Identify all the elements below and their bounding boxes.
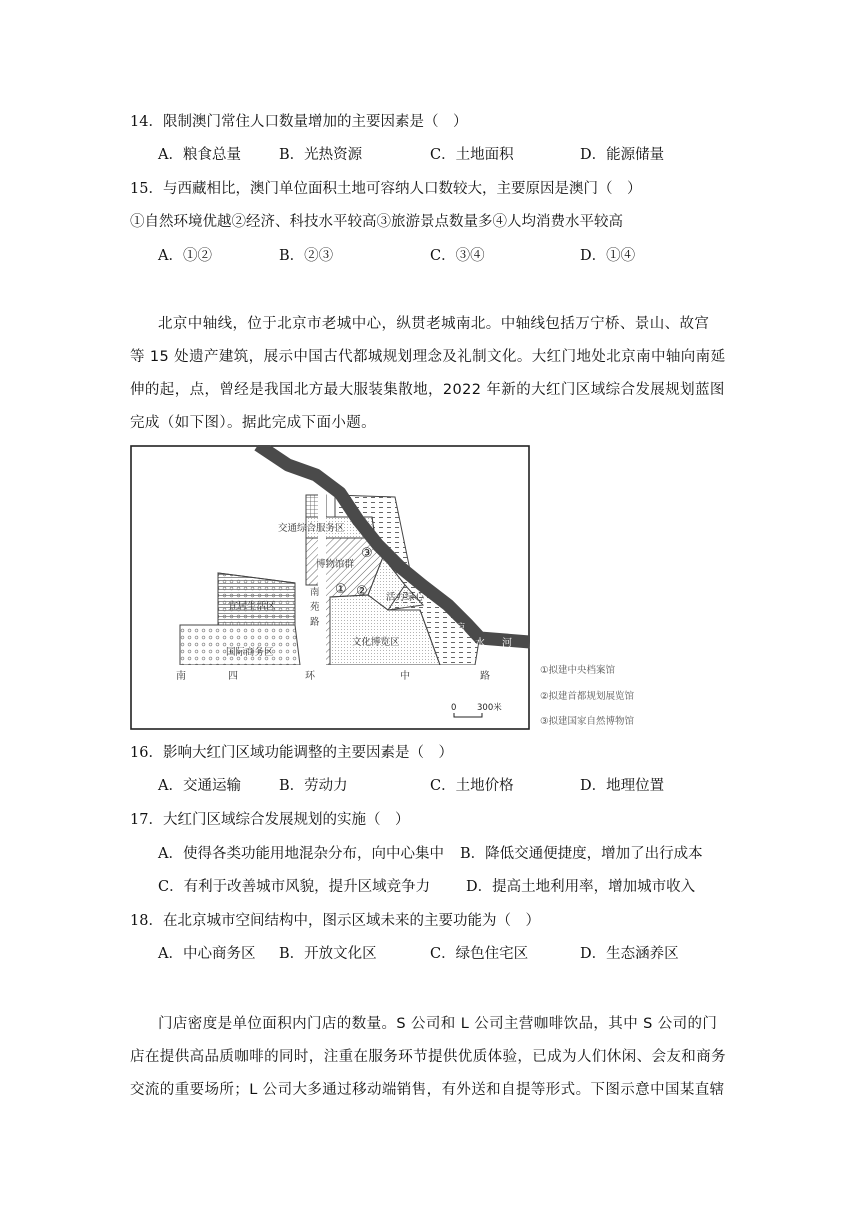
q17-option-a[interactable]: A．使得各类功能用地混杂分布，向中心集中 bbox=[158, 846, 444, 862]
scale-distance-label: 300米 bbox=[477, 703, 502, 713]
question-15-items: ①自然环境优越②经济、科技水平较高③旅游景点数量多④人均消费水平较高 bbox=[130, 214, 623, 230]
road-label-yuan: 苑 bbox=[310, 602, 320, 613]
culture-zone-label: 文化博览区 bbox=[352, 637, 400, 648]
question-16-stem: 16．影响大红门区域功能调整的主要因素是（ ） bbox=[130, 745, 453, 761]
q16-option-d[interactable]: D．地理位置 bbox=[580, 778, 665, 794]
question-17-stem: 17．大红门区域综合发展规划的实施（ ） bbox=[130, 812, 410, 828]
q16-option-c[interactable]: C．土地价格 bbox=[430, 778, 514, 794]
river-label-liang: 凉 bbox=[455, 623, 465, 634]
legend-item-3: ③拟建国家自然博物馆 bbox=[540, 716, 635, 727]
ring-label-si: 四 bbox=[228, 671, 238, 682]
legend-item-1: ①拟建中央档案馆 bbox=[540, 665, 616, 676]
ring-label-zhong: 中 bbox=[400, 671, 410, 682]
road-label-nan: 南 bbox=[310, 587, 320, 598]
q15-option-a[interactable]: A．①② bbox=[158, 248, 212, 264]
q17-option-d[interactable]: D．提高土地利用率，增加城市收入 bbox=[466, 879, 696, 895]
q15-option-b[interactable]: B．②③ bbox=[279, 248, 334, 264]
question-14-stem: 14．限制澳门常住人口数量增加的主要因素是（ ） bbox=[130, 114, 468, 130]
q18-option-c[interactable]: C．绿色住宅区 bbox=[430, 946, 529, 962]
passage2-line-3: 交流的重要场所；L 公司大多通过移动端销售，有外送和自提等形式。下图示意中国某直辖 bbox=[130, 1082, 725, 1098]
traffic-hub-label: 交通综合服务区 bbox=[278, 523, 345, 534]
q18-option-a[interactable]: A．中心商务区 bbox=[158, 946, 256, 962]
q16-option-b[interactable]: B．劳动力 bbox=[279, 778, 348, 794]
dahongmen-planning-map bbox=[130, 445, 530, 730]
q15-option-c[interactable]: C．③④ bbox=[430, 248, 485, 264]
passage1-line-3: 伸的起，点，曾经是我国北方最大服装集散地，2022 年新的大红门区域综合发展规划蓝图 bbox=[130, 382, 725, 398]
q14-option-a[interactable]: A．粮食总量 bbox=[158, 147, 241, 163]
legend-item-2: ②拟建首都规划展览馆 bbox=[540, 691, 635, 702]
q16-option-a[interactable]: A．交通运输 bbox=[158, 778, 241, 794]
question-18-stem: 18．在北京城市空间结构中，图示区域未来的主要功能为（ ） bbox=[130, 913, 540, 929]
museum-group-label: 博物馆群 bbox=[316, 559, 355, 570]
ring-label-huan: 环 bbox=[305, 671, 315, 682]
passage1-line-4: 完成（如下图）。据此完成下面小题。 bbox=[130, 415, 377, 431]
scale-zero-label: 0 bbox=[451, 703, 457, 713]
river-label-he: 河 bbox=[502, 638, 512, 649]
south-fourth-ring-road bbox=[160, 665, 500, 673]
marker-1: ① bbox=[335, 582, 347, 597]
passage2-line-1: 门店密度是单位面积内门店的数量。S 公司和 L 公司主营咖啡饮品，其中 S 公司的门 bbox=[158, 1016, 718, 1032]
ring-label-lu: 路 bbox=[480, 671, 490, 682]
road-label-lu: 路 bbox=[310, 617, 320, 628]
ring-label-nan: 南 bbox=[176, 671, 186, 682]
q14-option-b[interactable]: B．光热资源 bbox=[279, 147, 363, 163]
business-zone-label: 国际商务区 bbox=[226, 647, 274, 658]
q18-option-b[interactable]: B．开放文化区 bbox=[279, 946, 377, 962]
passage1-line-2: 等 15 处遗产建筑，展示中国古代都城规划理念及礼制文化。大红门地处北京南中轴向南延 bbox=[130, 349, 726, 365]
q18-option-d[interactable]: D．生态涵养区 bbox=[580, 946, 679, 962]
question-15-stem: 15．与西藏相比，澳门单位面积土地可容纳人口数较大，主要原因是澳门（ ） bbox=[130, 181, 642, 197]
q14-option-d[interactable]: D．能源储量 bbox=[580, 147, 665, 163]
vitality-green-label: 活力绿心 bbox=[386, 592, 425, 603]
passage1-line-1: 北京中轴线，位于北京市老城中心，纵贯老城南北。中轴线包括万宁桥、景山、故宫 bbox=[158, 316, 710, 332]
q17-option-c[interactable]: C．有利于改善城市风貌，提升区域竞争力 bbox=[158, 879, 431, 895]
passage2-line-2: 店在提供高品质咖啡的同时，注重在服务环节提供优质体验，已成为人们休闲、会友和商务 bbox=[130, 1049, 726, 1065]
livable-zone-label: 宜居生活区 bbox=[228, 601, 276, 612]
marker-3: ③ bbox=[361, 546, 373, 561]
q14-option-c[interactable]: C．土地面积 bbox=[430, 147, 514, 163]
river-label-shui: 水 bbox=[475, 638, 485, 649]
q15-option-d[interactable]: D．①④ bbox=[580, 248, 636, 264]
marker-2: ② bbox=[356, 584, 368, 599]
q17-option-b[interactable]: B．降低交通便捷度，增加了出行成本 bbox=[460, 846, 703, 862]
